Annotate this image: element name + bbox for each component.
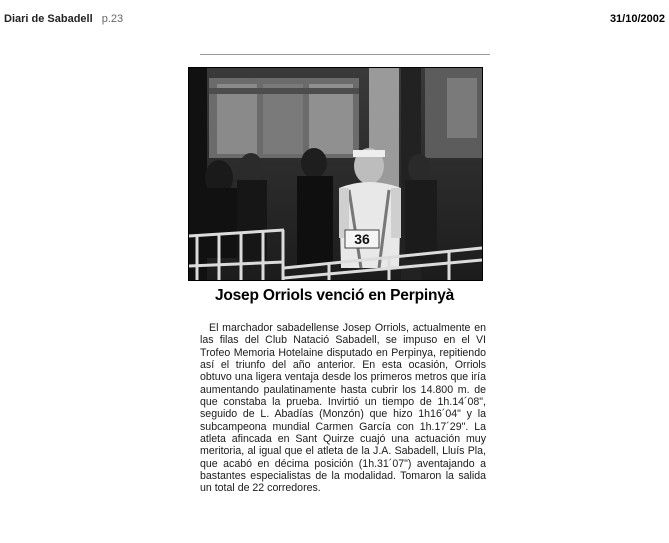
race-walker-photo xyxy=(189,68,482,280)
page-number: p.23 xyxy=(101,13,124,25)
publication-date: 31/10/2002 xyxy=(609,13,665,25)
page-header-source xyxy=(4,13,123,25)
article-headline: Josep Orriols venció en Perpinyà xyxy=(214,287,455,304)
divider-rule xyxy=(200,54,490,55)
article-body: El marchador sabadellense Josep Orriols, actualmente en las filas del Club Natació Sabadell, se impuso en el VI Trofeo Memoria Hotelaine disputado en Perpinya, repitiendo así el triunfo del año anterior. En esta ocasión, Orriols obtuvo una ligera ventaja desde los primeros metros que iría aumentando paulatinamente hasta cubrir los 14.800 m. de que constaba la prueba. Invirtió un tiempo de 1h.14´08", seguido de L. Abadías (Monzón) que hizo 1h16´04" y la subcampeona mundial Carmen García con 1h.17´29". La atleta afincada en Sant Quirze cuajó una actuación muy meritoria, al igual que el atleta de la J.A. Sabadell, Lluís Pla, que acabó en décima posición (1h.31´07") aventajando a bastantes especialistas de la modalidad. Tomaron la salida un total de 22 corredores. xyxy=(200,322,486,495)
article-photo xyxy=(188,67,483,281)
bib-number: 36 xyxy=(354,231,370,247)
publication-name: Diari de Sabadell xyxy=(4,13,93,25)
